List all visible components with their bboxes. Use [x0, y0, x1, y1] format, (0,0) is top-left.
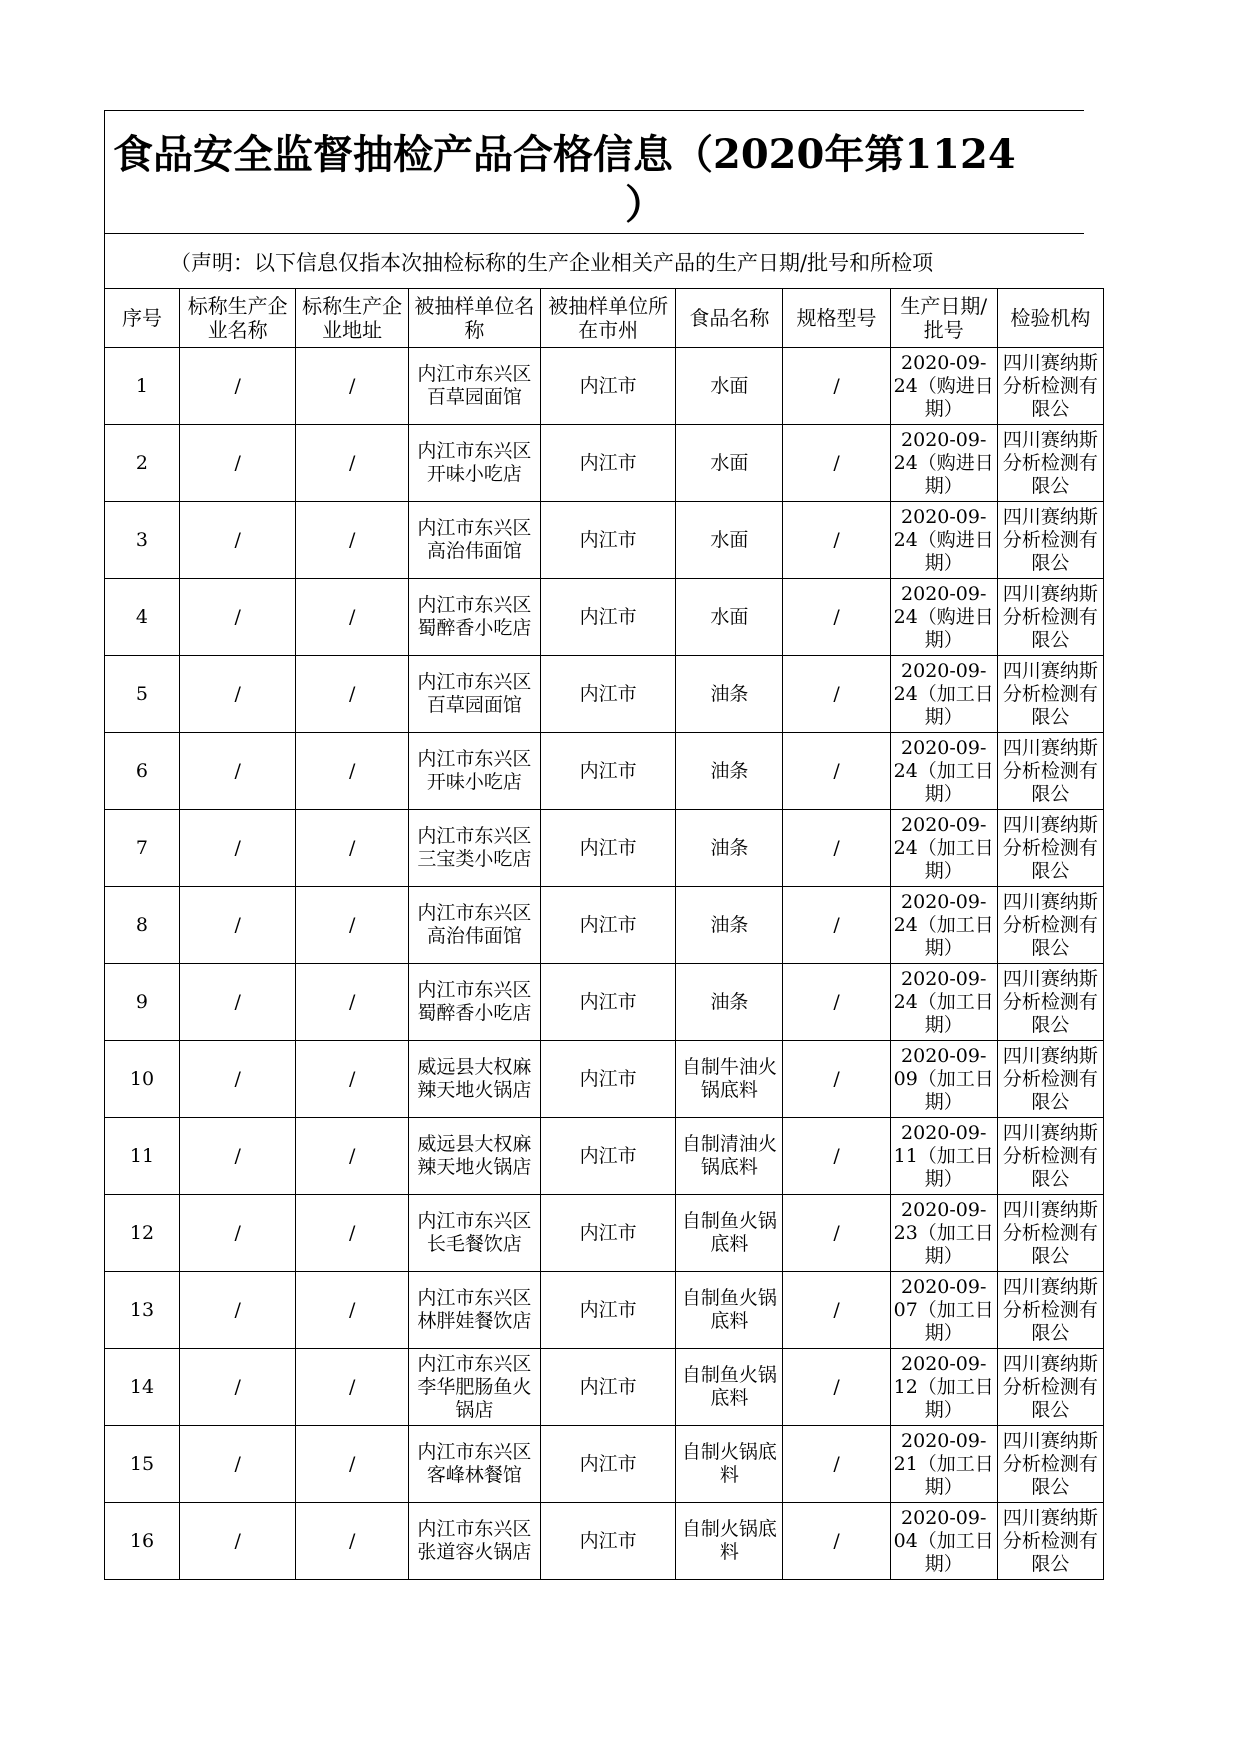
- cell-city: 内江市: [541, 579, 676, 656]
- cell-no: 5: [105, 656, 180, 733]
- cell-lab: 四川赛纳斯分析检测有限公: [997, 1041, 1103, 1118]
- cell-maker-address: /: [296, 348, 408, 425]
- cell-spec: /: [783, 964, 890, 1041]
- cell-maker-address: /: [296, 656, 408, 733]
- cell-date-batch: 2020-09-24（加工日期）: [890, 656, 997, 733]
- cell-city: 内江市: [541, 1041, 676, 1118]
- cell-maker: /: [179, 348, 296, 425]
- cell-sampled-unit: 内江市东兴区林胖娃餐饮店: [408, 1272, 540, 1349]
- header-city: 被抽样单位所在市州: [541, 289, 676, 348]
- cell-date-batch: 2020-09-04（加工日期）: [890, 1503, 997, 1580]
- cell-no: 13: [105, 1272, 180, 1349]
- cell-maker: /: [179, 1426, 296, 1503]
- cell-maker: /: [179, 1272, 296, 1349]
- cell-no: 3: [105, 502, 180, 579]
- cell-food-name: 水面: [676, 579, 783, 656]
- cell-date-batch: 2020-09-24（购进日期）: [890, 425, 997, 502]
- cell-lab: 四川赛纳斯分析检测有限公: [997, 656, 1103, 733]
- header-sampled-unit: 被抽样单位名称: [408, 289, 540, 348]
- cell-sampled-unit: 内江市东兴区张道容火锅店: [408, 1503, 540, 1580]
- results-table: [104, 288, 1104, 1580]
- cell-food-name: 自制牛油火锅底料: [676, 1041, 783, 1118]
- cell-food-name: 自制鱼火锅底料: [676, 1195, 783, 1272]
- cell-maker-address: /: [296, 733, 408, 810]
- cell-food-name: 油条: [676, 733, 783, 810]
- cell-maker-address: /: [296, 1426, 408, 1503]
- cell-maker: /: [179, 1503, 296, 1580]
- cell-spec: /: [783, 425, 890, 502]
- cell-maker-address: /: [296, 1118, 408, 1195]
- cell-food-name: 自制鱼火锅底料: [676, 1272, 783, 1349]
- table-row: [105, 1041, 1104, 1118]
- cell-sampled-unit: 内江市东兴区开味小吃店: [408, 425, 540, 502]
- cell-spec: /: [783, 1426, 890, 1503]
- cell-city: 内江市: [541, 502, 676, 579]
- cell-maker: /: [179, 502, 296, 579]
- header-maker-address: 标称生产企业地址: [296, 289, 408, 348]
- cell-lab: 四川赛纳斯分析检测有限公: [997, 502, 1103, 579]
- cell-sampled-unit: 威远县大权麻辣天地火锅店: [408, 1041, 540, 1118]
- cell-maker: /: [179, 1118, 296, 1195]
- cell-date-batch: 2020-09-24（加工日期）: [890, 733, 997, 810]
- cell-maker: /: [179, 887, 296, 964]
- table-row: [105, 1118, 1104, 1195]
- table-row: [105, 810, 1104, 887]
- table-row: [105, 1426, 1104, 1503]
- table-row: [105, 579, 1104, 656]
- cell-maker-address: /: [296, 579, 408, 656]
- cell-food-name: 油条: [676, 887, 783, 964]
- cell-no: 7: [105, 810, 180, 887]
- cell-maker: /: [179, 1041, 296, 1118]
- cell-maker-address: /: [296, 1503, 408, 1580]
- cell-spec: /: [783, 1041, 890, 1118]
- cell-city: 内江市: [541, 887, 676, 964]
- table-row: [105, 733, 1104, 810]
- cell-no: 16: [105, 1503, 180, 1580]
- cell-sampled-unit: 内江市东兴区百草园面馆: [408, 656, 540, 733]
- cell-spec: /: [783, 1503, 890, 1580]
- cell-maker: /: [179, 425, 296, 502]
- cell-spec: /: [783, 887, 890, 964]
- cell-lab: 四川赛纳斯分析检测有限公: [997, 348, 1103, 425]
- cell-no: 12: [105, 1195, 180, 1272]
- cell-city: 内江市: [541, 1272, 676, 1349]
- cell-sampled-unit: 内江市东兴区蜀醉香小吃店: [408, 964, 540, 1041]
- cell-sampled-unit: 内江市东兴区开味小吃店: [408, 733, 540, 810]
- table-row: [105, 1272, 1104, 1349]
- cell-lab: 四川赛纳斯分析检测有限公: [997, 1272, 1103, 1349]
- table-row: [105, 1349, 1104, 1426]
- document-sheet: [104, 110, 1098, 1590]
- cell-maker: /: [179, 656, 296, 733]
- cell-lab: 四川赛纳斯分析检测有限公: [997, 1349, 1103, 1426]
- declaration-text: （声明：以下信息仅指本次抽检标称的生产企业相关产品的生产日期/批号和所检项: [170, 251, 934, 275]
- cell-food-name: 水面: [676, 425, 783, 502]
- cell-no: 1: [105, 348, 180, 425]
- cell-maker-address: /: [296, 1272, 408, 1349]
- cell-no: 15: [105, 1426, 180, 1503]
- cell-maker-address: /: [296, 1349, 408, 1426]
- cell-food-name: 水面: [676, 502, 783, 579]
- cell-spec: /: [783, 1272, 890, 1349]
- cell-spec: /: [783, 1349, 890, 1426]
- cell-sampled-unit: 内江市东兴区高治伟面馆: [408, 887, 540, 964]
- cell-food-name: 自制火锅底料: [676, 1503, 783, 1580]
- cell-no: 2: [105, 425, 180, 502]
- cell-spec: /: [783, 733, 890, 810]
- cell-date-batch: 2020-09-12（加工日期）: [890, 1349, 997, 1426]
- cell-no: 11: [105, 1118, 180, 1195]
- table-body: [105, 348, 1104, 1580]
- cell-lab: 四川赛纳斯分析检测有限公: [997, 579, 1103, 656]
- table-row: [105, 1195, 1104, 1272]
- cell-city: 内江市: [541, 348, 676, 425]
- cell-no: 14: [105, 1349, 180, 1426]
- cell-date-batch: 2020-09-23（加工日期）: [890, 1195, 997, 1272]
- cell-spec: /: [783, 656, 890, 733]
- cell-city: 内江市: [541, 1503, 676, 1580]
- cell-spec: /: [783, 1118, 890, 1195]
- cell-maker-address: /: [296, 1195, 408, 1272]
- cell-date-batch: 2020-09-24（购进日期）: [890, 579, 997, 656]
- cell-sampled-unit: 内江市东兴区三宝类小吃店: [408, 810, 540, 887]
- cell-maker-address: /: [296, 810, 408, 887]
- cell-spec: /: [783, 1195, 890, 1272]
- cell-spec: /: [783, 502, 890, 579]
- cell-date-batch: 2020-09-07（加工日期）: [890, 1272, 997, 1349]
- cell-lab: 四川赛纳斯分析检测有限公: [997, 733, 1103, 810]
- cell-sampled-unit: 威远县大权麻辣天地火锅店: [408, 1118, 540, 1195]
- cell-city: 内江市: [541, 1426, 676, 1503]
- cell-spec: /: [783, 810, 890, 887]
- cell-maker-address: /: [296, 502, 408, 579]
- cell-city: 内江市: [541, 1118, 676, 1195]
- cell-no: 8: [105, 887, 180, 964]
- cell-maker: /: [179, 1349, 296, 1426]
- header-no: 序号: [105, 289, 180, 348]
- cell-food-name: 自制火锅底料: [676, 1426, 783, 1503]
- cell-spec: /: [783, 348, 890, 425]
- cell-date-batch: 2020-09-24（购进日期）: [890, 502, 997, 579]
- cell-food-name: 自制鱼火锅底料: [676, 1349, 783, 1426]
- title-box: [104, 110, 1084, 233]
- cell-lab: 四川赛纳斯分析检测有限公: [997, 1118, 1103, 1195]
- cell-date-batch: 2020-09-09（加工日期）: [890, 1041, 997, 1118]
- cell-sampled-unit: 内江市东兴区长毛餐饮店: [408, 1195, 540, 1272]
- cell-no: 10: [105, 1041, 180, 1118]
- page-title-continued: ）: [625, 181, 665, 228]
- declaration-row: [104, 233, 1084, 288]
- table-header-row: [105, 289, 1104, 348]
- cell-food-name: 油条: [676, 810, 783, 887]
- cell-date-batch: 2020-09-24（加工日期）: [890, 887, 997, 964]
- cell-maker: /: [179, 964, 296, 1041]
- cell-lab: 四川赛纳斯分析检测有限公: [997, 1195, 1103, 1272]
- cell-lab: 四川赛纳斯分析检测有限公: [997, 1426, 1103, 1503]
- table-row: [105, 425, 1104, 502]
- cell-date-batch: 2020-09-24（加工日期）: [890, 810, 997, 887]
- cell-maker-address: /: [296, 964, 408, 1041]
- table-row: [105, 964, 1104, 1041]
- cell-city: 内江市: [541, 425, 676, 502]
- cell-food-name: 油条: [676, 964, 783, 1041]
- cell-sampled-unit: 内江市东兴区高治伟面馆: [408, 502, 540, 579]
- cell-food-name: 自制清油火锅底料: [676, 1118, 783, 1195]
- cell-city: 内江市: [541, 733, 676, 810]
- cell-spec: /: [783, 579, 890, 656]
- cell-date-batch: 2020-09-21（加工日期）: [890, 1426, 997, 1503]
- cell-maker-address: /: [296, 1041, 408, 1118]
- page-title: 食品安全监督抽检产品合格信息（2020年第1124: [113, 131, 1016, 178]
- cell-lab: 四川赛纳斯分析检测有限公: [997, 425, 1103, 502]
- header-food-name: 食品名称: [676, 289, 783, 348]
- table-row: [105, 502, 1104, 579]
- cell-city: 内江市: [541, 964, 676, 1041]
- cell-food-name: 油条: [676, 656, 783, 733]
- cell-no: 4: [105, 579, 180, 656]
- cell-sampled-unit: 内江市东兴区蜀醉香小吃店: [408, 579, 540, 656]
- cell-maker-address: /: [296, 425, 408, 502]
- cell-food-name: 水面: [676, 348, 783, 425]
- header-maker: 标称生产企业名称: [179, 289, 296, 348]
- cell-lab: 四川赛纳斯分析检测有限公: [997, 1503, 1103, 1580]
- cell-no: 9: [105, 964, 180, 1041]
- cell-city: 内江市: [541, 1349, 676, 1426]
- cell-maker: /: [179, 1195, 296, 1272]
- cell-maker: /: [179, 810, 296, 887]
- table-row: [105, 1503, 1104, 1580]
- cell-sampled-unit: 内江市东兴区李华肥肠鱼火锅店: [408, 1349, 540, 1426]
- cell-city: 内江市: [541, 1195, 676, 1272]
- cell-lab: 四川赛纳斯分析检测有限公: [997, 964, 1103, 1041]
- cell-sampled-unit: 内江市东兴区百草园面馆: [408, 348, 540, 425]
- table-row: [105, 656, 1104, 733]
- cell-maker-address: /: [296, 887, 408, 964]
- header-lab: 检验机构: [997, 289, 1103, 348]
- cell-date-batch: 2020-09-11（加工日期）: [890, 1118, 997, 1195]
- cell-date-batch: 2020-09-24（加工日期）: [890, 964, 997, 1041]
- cell-city: 内江市: [541, 656, 676, 733]
- cell-no: 6: [105, 733, 180, 810]
- cell-lab: 四川赛纳斯分析检测有限公: [997, 887, 1103, 964]
- cell-maker: /: [179, 579, 296, 656]
- header-spec: 规格型号: [783, 289, 890, 348]
- cell-city: 内江市: [541, 810, 676, 887]
- cell-sampled-unit: 内江市东兴区客峰林餐馆: [408, 1426, 540, 1503]
- header-date-batch: 生产日期/批号: [890, 289, 997, 348]
- table-row: [105, 348, 1104, 425]
- cell-date-batch: 2020-09-24（购进日期）: [890, 348, 997, 425]
- cell-maker: /: [179, 733, 296, 810]
- table-row: [105, 887, 1104, 964]
- cell-lab: 四川赛纳斯分析检测有限公: [997, 810, 1103, 887]
